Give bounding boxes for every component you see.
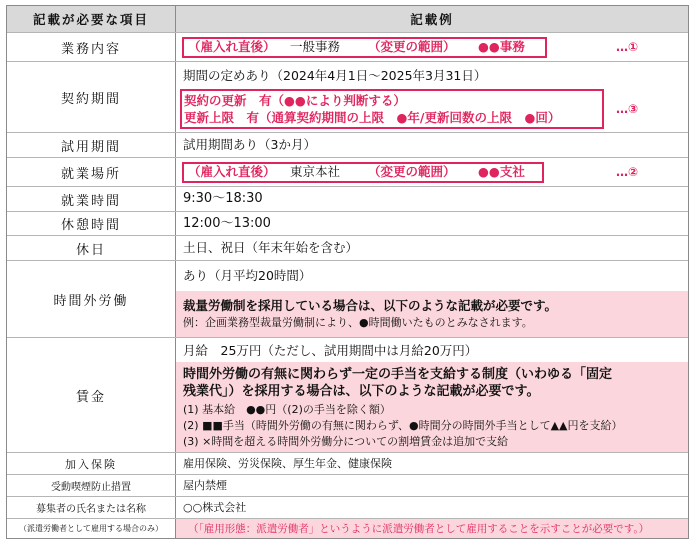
header-item: 記載が必要な項目 [7,6,176,32]
overtime-note-example: 例：企画業務型裁量労働制により、●時間働いたものとみなされます。 [183,316,533,329]
hours-value: 9:30～18:30 [183,191,263,206]
hire-tag: （雇入れ直後） [188,164,276,179]
row-label: 受動喫煙防止措置 [7,475,176,496]
row-label: 就業時間 [7,187,176,211]
wage-item-1: (1) 基本給 ●●円（(2)の手当を除く額） [183,403,391,416]
table-row-contract [7,61,688,132]
wage-note-line1: 時間外労働の有無に関わらず一定の手当を支給する制度（いわゆる「固定 [183,367,613,382]
row-label: 時間外労働 [7,261,176,337]
row-label: 試用期間 [7,133,176,157]
hire-value: 一般事務 [290,39,341,54]
table-row-employer [7,496,688,518]
wage-item-2: (2) ■■手当（時間外労働の有無に関わらず、●時間分の時間外手当として▲▲円を支給） [183,419,623,432]
table-row-smoking [7,474,688,496]
change-value: ●●事務 [478,39,525,54]
table-row-hours [7,186,688,211]
marker-3: …③ [616,102,639,116]
hire-tag: （雇入れ直後） [188,39,276,54]
dispatch-value: （「雇用形態：派遣労働者」というように派遣労働者として雇用することを示すことが必要です。） [188,523,650,535]
overtime-value: あり（月平均20時間） [183,268,312,283]
wage-note-line2: 残業代」）を採用する場合は、以下のような記載が必要です。 [183,384,540,399]
change-tag: （変更の範囲） [368,164,456,179]
insurance-value: 雇用保険、労災保険、厚生年金、健康保険 [183,457,392,470]
row-label: 休憩時間 [7,212,176,235]
table-row-workplace [7,157,688,186]
marker-2: …② [616,165,639,179]
table-row-wage [7,337,688,452]
row-label: 募集者の氏名または名称 [7,497,176,518]
header-example: 記載例 [410,12,454,27]
renewal-limit: 更新上限 有（通算契約期間の上限 ●年/更新回数の上限 ●回） [184,110,561,125]
table-row-break [7,211,688,235]
row-label: 契約期間 [7,62,176,132]
holiday-value: 土日、祝日（年末年始を含む） [183,240,359,255]
change-tag: （変更の範囲） [368,39,456,54]
change-value: ●●支社 [478,164,525,179]
table-row-trial [7,132,688,157]
overtime-note-title: 裁量労働制を採用している場合は、以下のような記載が必要です。 [183,298,558,313]
smoking-value: 屋内禁煙 [183,479,227,492]
wage-value: 月給 25万円（ただし、試用期間中は月給20万円） [183,343,478,358]
requirements-table [6,5,689,539]
row-label: 業務内容 [7,33,176,61]
row-label: （派遣労働者として雇用する場合のみ） [7,519,176,538]
table-row-holiday [7,235,688,260]
table-row-business [7,32,688,61]
row-label: 就業場所 [7,158,176,186]
table-row-insurance [7,452,688,474]
table-header [7,6,688,32]
row-label: 賃金 [7,338,176,452]
row-label: 加入保険 [7,453,176,474]
row-label: 休日 [7,236,176,260]
hire-value: 東京本社 [290,164,341,179]
trial-value: 試用期間あり（3か月） [183,137,316,152]
table-row-overtime [7,260,688,337]
marker-1: …① [616,40,639,54]
contract-period: 期間の定めあり（2024年4月1日～2025年3月31日） [183,68,487,83]
renewal-text: 契約の更新 有（●●により判断する） [184,93,406,108]
break-value: 12:00～13:00 [183,216,271,231]
wage-item-3: (3) ×時間を超える時間外労働分についての割増賃金は追加で支給 [183,435,509,448]
table-row-dispatch [7,518,688,538]
employer-value: ○○株式会社 [183,501,247,514]
